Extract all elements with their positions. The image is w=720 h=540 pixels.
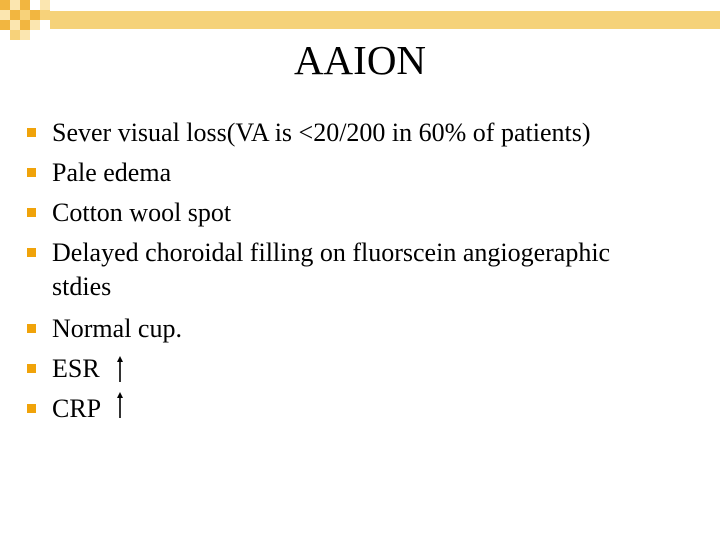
bullet-icon	[27, 208, 36, 217]
bullet-text: Cotton wool spot	[52, 198, 232, 227]
up-arrow-icon	[116, 356, 124, 382]
slide-title: AAION	[293, 37, 427, 83]
bullet-text: Delayed choroidal filling on fluorscein angiogeraphic	[52, 238, 611, 267]
bullet-text: CRP	[52, 394, 102, 423]
bullet-text: Pale edema	[52, 158, 172, 187]
bullet-text: Sever visual loss(VA is <20/200 in 60% of patients)	[52, 118, 591, 147]
bullet-icon	[27, 324, 36, 333]
bullet-icon	[27, 168, 36, 177]
up-arrow-icon	[116, 392, 124, 418]
bullet-text: ESR	[52, 354, 100, 383]
bullet-text-continuation: stdies	[52, 272, 112, 301]
bullet-text: Normal cup.	[52, 314, 182, 343]
bullet-icon	[27, 128, 36, 137]
bullet-icon	[27, 404, 36, 413]
bullet-icon	[27, 364, 36, 373]
bullet-icon	[27, 248, 36, 257]
